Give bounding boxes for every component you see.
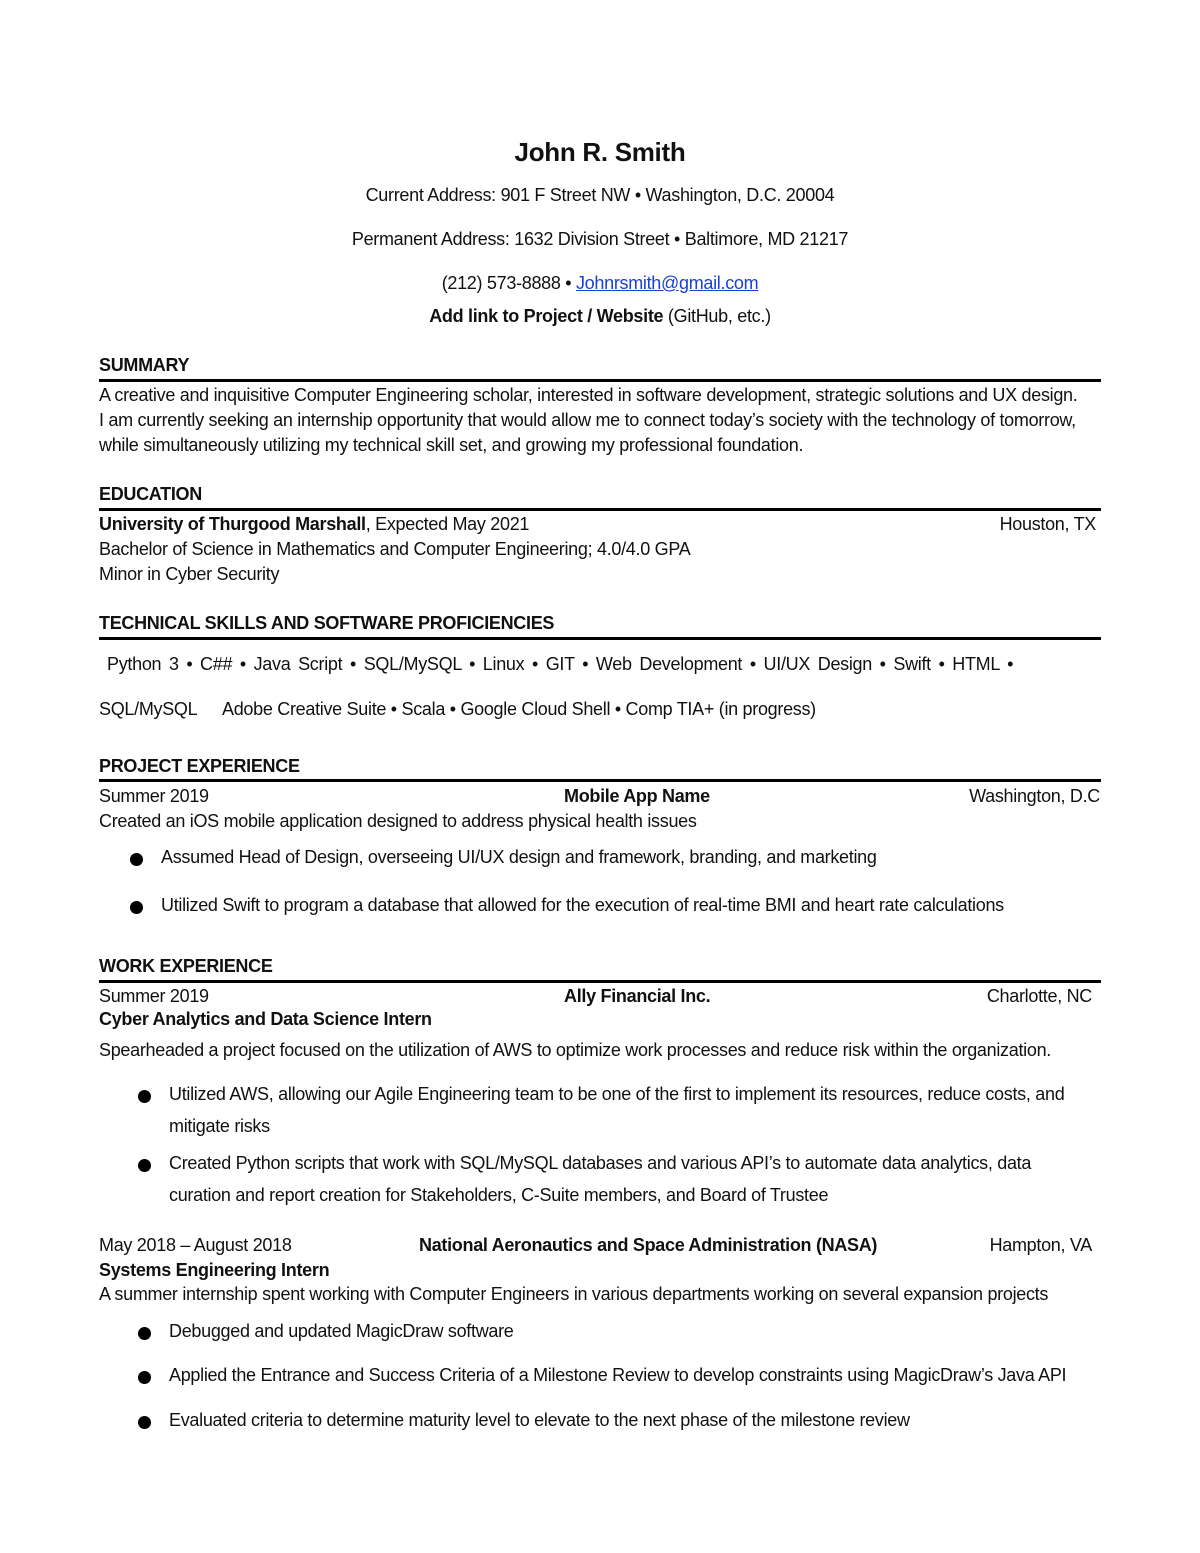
bullet-icon [138,1371,151,1384]
school-location: Houston, TX [999,514,1096,534]
contact-line [0,273,1200,294]
education-heading: EDUCATION [99,484,202,504]
summary-line: A creative and inquisitive Computer Engineering scholar, interested in software development, strategic solutions and UX design. [99,385,1078,405]
project-link-line [0,306,1200,327]
project-link-label[interactable]: Add link to Project / Website [429,306,664,326]
job-company: Ally Financial Inc. [564,986,711,1006]
graduation-date: , Expected May 2021 [365,514,530,534]
summary-line: I am currently seeking an internship opportunity that would allow me to connect today’s society with the technology of tomorrow, [99,410,1076,430]
skills-line-2b: Adobe Creative Suite • Scala • Google Cloud Shell • Comp TIA+ (in progress) [222,699,816,719]
job-bullet: Utilized AWS, allowing our Agile Engineering team to be one of the first to implement its resources, reduce costs, and [169,1084,1065,1104]
email-link[interactable]: Johnrsmith@gmail.com [575,273,759,293]
bullet-icon [138,1159,151,1172]
skills-divider [99,637,1101,640]
job-bullet-continuation: mitigate risks [169,1116,270,1136]
school-name: University of Thurgood Marshall [99,514,366,534]
job-bullet: Evaluated criteria to determine maturity level to elevate to the next phase of the milestone review [169,1410,910,1430]
work-heading: WORK EXPERIENCE [99,956,273,976]
job-role: Systems Engineering Intern [99,1260,330,1280]
candidate-name: John R. Smith [514,137,686,167]
project-location: Washington, D.C [969,786,1100,806]
job-company: National Aeronautics and Space Administration (NASA) [419,1235,878,1255]
bullet-icon [130,853,143,866]
summary-divider [99,379,1101,382]
skills-line: Python 3 • C## • Java Script • SQL/MySQL • Linux • GIT • Web Development • UI/UX Design • Swift • HTML • [107,654,1014,674]
job-date: Summer 2019 [99,986,209,1006]
job-bullet: Debugged and updated MagicDraw software [169,1321,514,1341]
job-bullet: Applied the Entrance and Success Criteria of a Milestone Review to develop constraints using MagicDraw’s Java API [169,1365,1067,1385]
minor: Minor in Cyber Security [99,564,280,584]
project-date: Summer 2019 [99,786,209,806]
summary-line: while simultaneously utilizing my technical skill set, and growing my professional foundation. [99,435,804,455]
project-heading: PROJECT EXPERIENCE [99,756,300,776]
skills-line-2a: SQL/MySQL [99,699,198,719]
job-location: Hampton, VA [989,1235,1092,1255]
job-location: Charlotte, NC [986,986,1092,1006]
project-description: Created an iOS mobile application designed to address physical health issues [99,811,697,831]
job-date: May 2018 – August 2018 [99,1235,292,1255]
permanent-address: Permanent Address: 1632 Division Street • Baltimore, MD 21217 [351,229,849,249]
job-description: A summer internship spent working with Computer Engineers in various departments working on several expansion projects [99,1284,1049,1304]
phone-number: (212) 573-8888 • [441,273,576,293]
work-divider [99,980,1101,983]
skills-heading: TECHNICAL SKILLS AND SOFTWARE PROFICIENCIES [99,613,555,633]
education-divider [99,508,1101,511]
job-role: Cyber Analytics and Data Science Intern [99,1009,432,1029]
job-description: Spearheaded a project focused on the utilization of AWS to optimize work processes and reduce risk within the organization. [99,1040,1051,1060]
job-bullet: Created Python scripts that work with SQL/MySQL databases and various API’s to automate data analytics, data [169,1153,1032,1173]
summary-heading: SUMMARY [99,355,190,375]
degree: Bachelor of Science in Mathematics and Computer Engineering; 4.0/4.0 GPA [99,539,691,559]
project-bullet: Assumed Head of Design, overseeing UI/UX design and framework, branding, and marketing [161,847,877,867]
project-link-note: (GitHub, etc.) [663,306,771,326]
bullet-icon [130,901,143,914]
project-bullet: Utilized Swift to program a database that allowed for the execution of real-time BMI and heart rate calculations [161,895,1004,915]
bullet-icon [138,1416,151,1429]
job-bullet-continuation: curation and report creation for Stakeholders, C-Suite members, and Board of Trustee [169,1185,829,1205]
bullet-icon [138,1327,151,1340]
school-line [99,514,529,535]
project-title: Mobile App Name [564,786,710,806]
project-divider [99,779,1101,782]
bullet-icon [138,1090,151,1103]
current-address: Current Address: 901 F Street NW • Washington, D.C. 20004 [365,185,835,205]
